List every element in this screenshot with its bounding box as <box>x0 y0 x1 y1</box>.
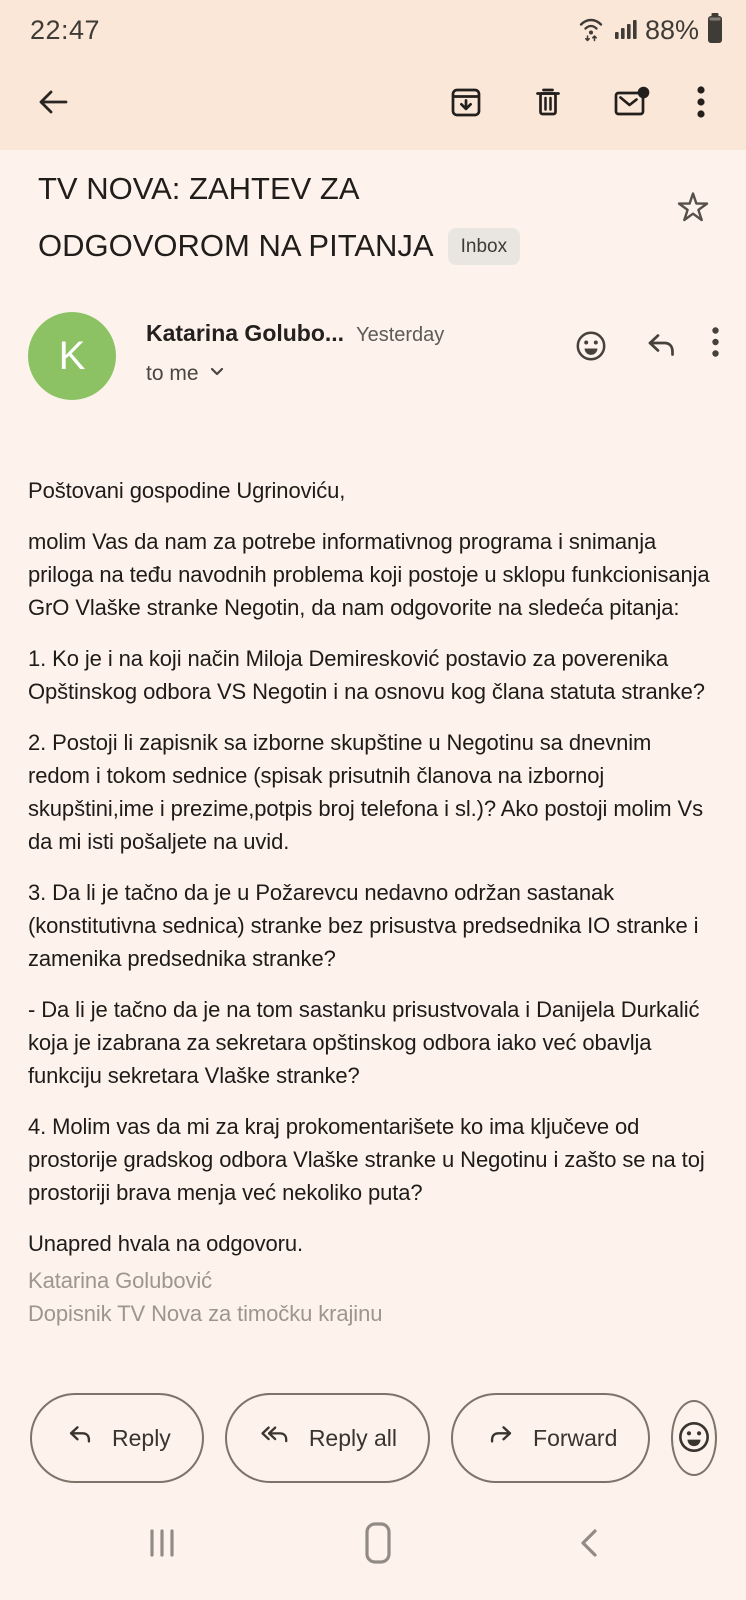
reply-button-small[interactable] <box>641 326 681 369</box>
body-paragraph: Unapred hvala na odgovoru. <box>28 1231 304 1256</box>
reply-all-arrow-icon <box>258 1418 294 1458</box>
reply-arrow-icon <box>641 326 681 369</box>
recents-icon <box>142 1522 182 1567</box>
star-icon <box>672 186 714 228</box>
status-time: 22:47 <box>30 14 101 45</box>
battery-percent: 88% <box>644 14 699 45</box>
mark-unread-button[interactable] <box>612 84 650 123</box>
email-date: Yesterday <box>356 324 445 346</box>
add-reaction-button[interactable] <box>571 326 611 369</box>
star-button[interactable] <box>672 186 714 228</box>
system-nav-bar <box>0 1488 746 1600</box>
signature-line: Katarina Golubović <box>28 1268 213 1293</box>
sender-info <box>146 312 444 400</box>
sender-name: Katarina Golubo... <box>146 320 345 346</box>
recipient-label: to me <box>146 362 199 385</box>
home-icon <box>359 1520 397 1569</box>
signal-strength-icon <box>614 14 638 47</box>
body-paragraph: 4. Molim vas da mi za kraj prokomentarišete ko ima ključeve od prostorije gradskog odbora Vlaške stranke u Negotinu i zašto se na toj prostoriji brava menja već nekoliko puta? <box>28 1114 705 1205</box>
chevron-down-icon <box>207 361 227 387</box>
reply-all-button[interactable] <box>225 1393 430 1483</box>
nav-recents-button[interactable] <box>142 1522 182 1567</box>
signature-line: Dopisnik TV Nova za timočku krajinu <box>28 1301 383 1326</box>
forward-arrow-icon <box>484 1418 518 1458</box>
sender-row <box>0 312 746 400</box>
subject-row <box>0 150 746 274</box>
back-button[interactable] <box>34 83 72 124</box>
overflow-menu-button[interactable] <box>696 85 706 122</box>
emoji-smile-icon <box>571 326 611 369</box>
reply-label: Reply <box>112 1424 171 1451</box>
email-body <box>0 474 746 1330</box>
more-vertical-icon <box>711 326 720 361</box>
battery-icon <box>706 12 724 49</box>
archive-button[interactable] <box>448 84 484 123</box>
status-bar <box>0 0 746 56</box>
body-paragraph: 2. Postoji li zapisnik sa izborne skupštine u Negotinu sa dnevnim redom i tokom sednice (spisak prisutnih članova na izbornoj skupštini,ime i prezime,potpis broj telefona i sl.)? Ako postoji molim Vs da mi isti pošaljete na uvid. <box>28 730 703 854</box>
body-paragraph: - Da li je tačno da je na tom sastanku prisustvovala i Danijela Durkalić koja je izabrana za sekretara opštinskog odbora iako već obavlja funkciju sekretara Vlaške stranke? <box>28 997 700 1088</box>
message-actions <box>571 312 720 400</box>
trash-icon <box>530 84 566 123</box>
sender-avatar[interactable]: K <box>28 312 116 400</box>
emoji-smile-icon <box>673 1416 715 1461</box>
back-arrow-icon <box>34 83 72 124</box>
reply-button[interactable] <box>30 1393 204 1483</box>
archive-icon <box>448 84 484 123</box>
toolbar-actions <box>448 84 706 123</box>
delete-button[interactable] <box>530 84 566 123</box>
mail-unread-icon <box>612 84 650 123</box>
nav-home-button[interactable] <box>359 1520 397 1569</box>
body-paragraph: Poštovani gospodine Ugrinoviću, <box>28 478 346 503</box>
subject-text: TV NOVA: ZAHTEV ZA ODGOVOROM NA PITANJA <box>38 171 434 263</box>
forward-button[interactable] <box>451 1393 650 1483</box>
email-toolbar <box>0 56 746 150</box>
message-overflow-button[interactable] <box>711 326 720 361</box>
reply-all-label: Reply all <box>308 1424 398 1451</box>
recipient-expander[interactable] <box>146 361 444 387</box>
back-chevron-icon <box>574 1521 604 1568</box>
status-icons <box>575 12 724 49</box>
body-paragraph: molim Vas da nam za potrebe informativnog programa i snimanja priloga na teđu navodnih problema koji postoje u sklopu funkcionisanja GrO Vlaške stranke Negotin, da nam odgovorite na sledeća pitanja: <box>28 529 710 620</box>
reply-actions-bar <box>0 1388 746 1488</box>
body-paragraph: 3. Da li je tačno da je u Požarevcu nedavno održan sastanak (konstitutivna sednica) stranke bez prisustva predsednika IO stranke i zamenika predsednika stranke? <box>28 880 699 971</box>
nav-back-button[interactable] <box>574 1521 604 1568</box>
reply-arrow-icon <box>63 1418 97 1458</box>
inbox-label-chip[interactable]: Inbox <box>448 228 520 265</box>
more-vertical-icon <box>696 85 706 122</box>
body-paragraph: 1. Ko je i na koji način Miloja Demiresković postavio za poverenika Opštinskog odbora VS Negotin i na osnovu kog člana statuta stranke? <box>28 646 705 704</box>
wifi-icon <box>575 12 607 49</box>
emoji-reaction-button[interactable] <box>671 1400 717 1476</box>
email-subject <box>38 160 543 274</box>
forward-label: Forward <box>533 1424 618 1451</box>
